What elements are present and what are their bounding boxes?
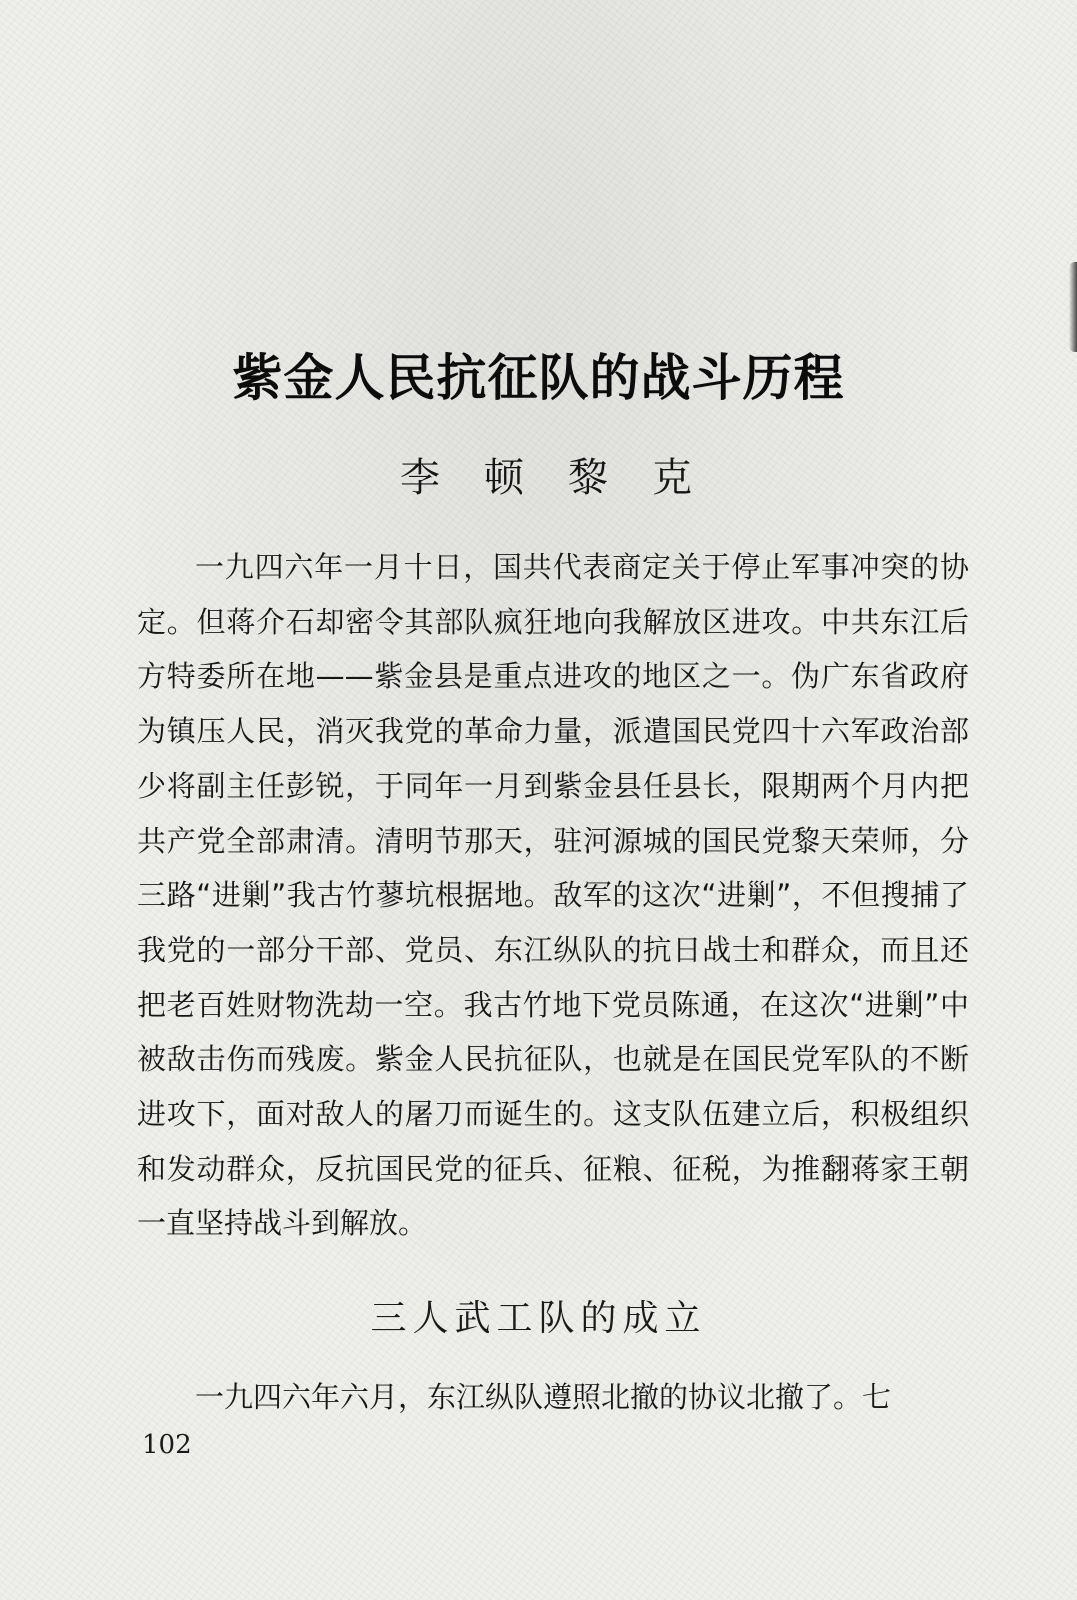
section-heading: 三人武工队的成立 xyxy=(370,1298,707,1339)
section-paragraph: 一九四六年六月，东江纵队遵照北撤的协议北撤了。七 xyxy=(195,1380,892,1414)
section-body xyxy=(137,1370,969,1425)
article-body xyxy=(137,540,969,1251)
article-title: 紫金人民抗征队的战斗历程 xyxy=(232,349,845,407)
body-paragraph: 一九四六年一月十日，国共代表商定关于停止军事冲突的协定。但蒋介石却密令其部队疯狂地向我解放区进攻。中共东江后方特委所在地——紫金县是重点进攻的地区之一。伪广东省政府为镇压人民，消灭我党的革命力量，派遣国民党四十六军政治部少将副主任彭锐，于同年一月到紫金县任县长，限期两个月内把共产党全部肃清。清明节那天，驻河源城的国民党黎天荣师，分三路“进剿”我古竹蓼坑根据地。敌军的这次“进剿”，不但搜捕了我党的一部分干部、党员、东江纵队的抗日战士和群众，而且还把老百姓财物洗劫一空。我古竹地下党员陈通，在这次“进剿”中被敌击伤而残废。紫金人民抗征队，也就是在国民党军队的不断进攻下，面对敌人的屠刀而诞生的。这支队伍建立后，积极组织和发动群众，反抗国民党的征兵、征粮、征税，为推翻蒋家王朝一直坚持战斗到解放。 xyxy=(137,550,969,1241)
page-number: 102 xyxy=(142,1430,192,1460)
article-author: 李顿黎克 xyxy=(400,455,736,501)
